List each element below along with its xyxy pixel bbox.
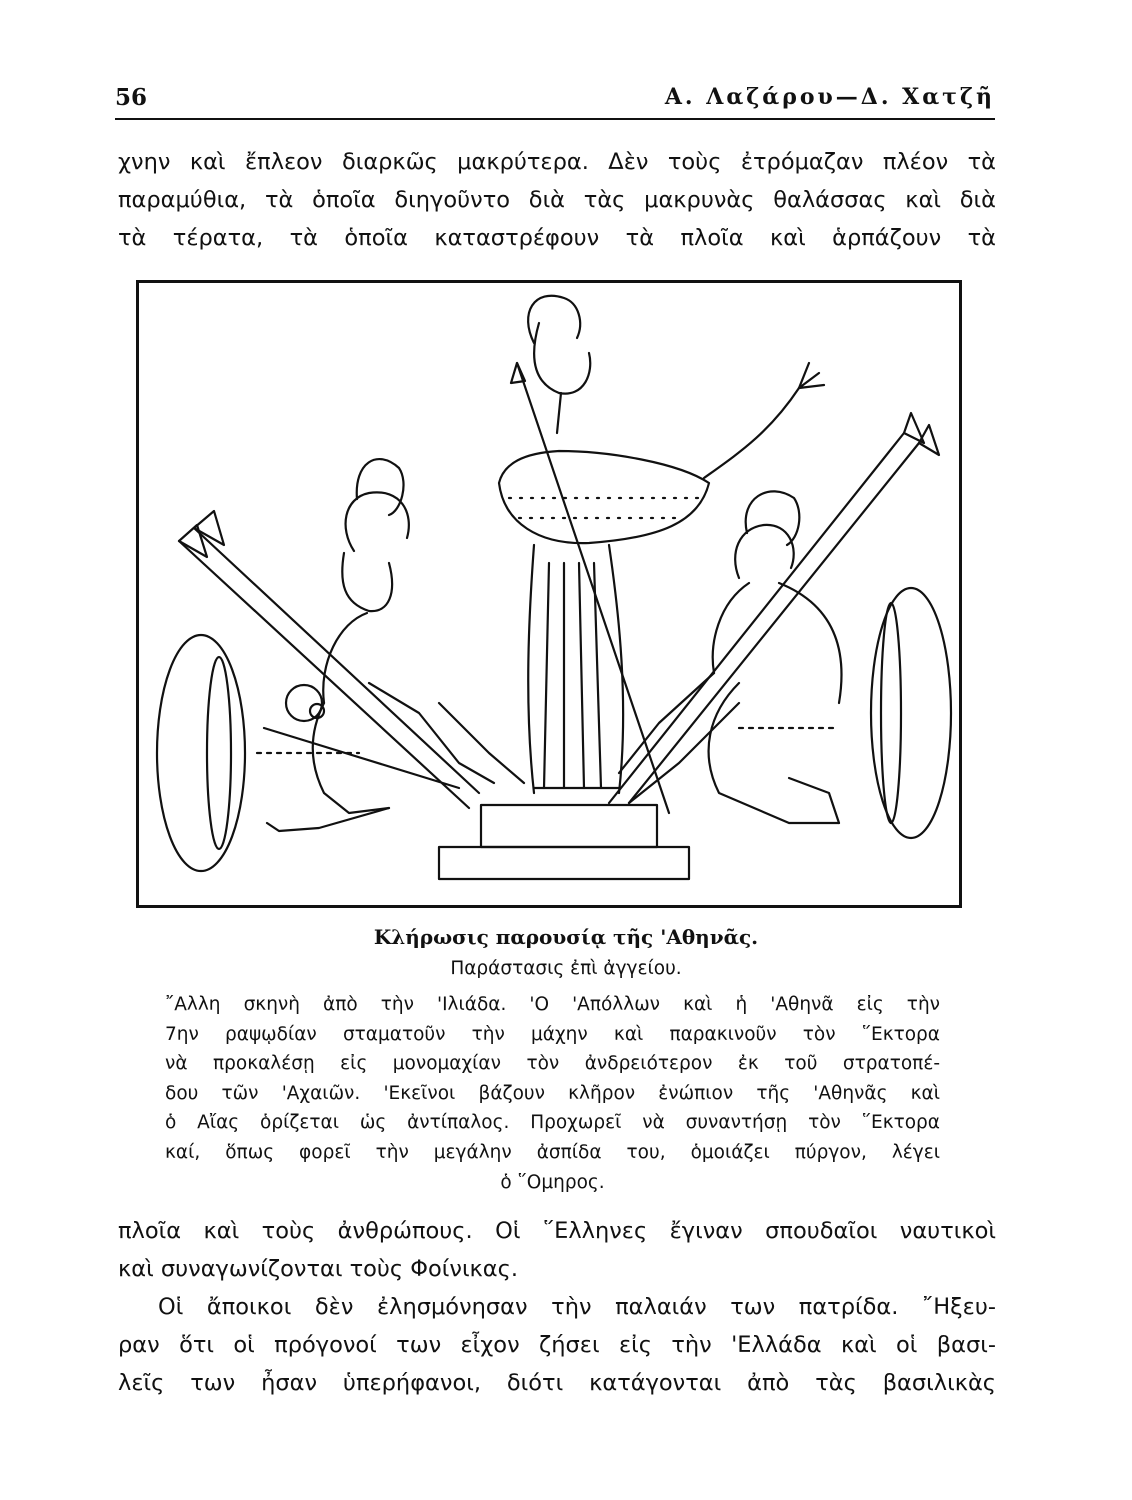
caption-line: καί, ὅπως φορεῖ τὴν μεγάλην ἀσπίδα του, ὁμοιάζει πύργον, λέγει [165, 1141, 940, 1163]
caption-line: δου τῶν 'Αχαιῶν. 'Εκεῖνοι βάζουν κλῆρον ἐνώπιον τῆς 'Αθηνᾶς καὶ [165, 1082, 940, 1104]
body-text-bottom [118, 1212, 996, 1402]
figure-caption-title: Κλήρωσις παρουσίᾳ τῆς 'Αθηνᾶς. [373, 925, 759, 949]
left-warrior [257, 459, 524, 831]
altar-top [481, 805, 657, 847]
athena-spear [517, 363, 669, 813]
caption-line: ῎Αλλη σκηνὴ ἀπὸ τὴν 'Ιλιάδα. 'Ο 'Απόλλων καὶ ἡ 'Αθηνᾶ εἰς τὴν [165, 994, 940, 1015]
right-spear-1 [609, 433, 904, 803]
text-line: τὰ τέρατα, τὰ ὁποῖα καταστρέφουν τὰ πλοῖα καὶ ἁρπάζουν τὰ [118, 225, 996, 251]
caption-line: 7ην ραψῳδίαν σταματοῦν τὴν μάχην καὶ παρακινοῦν τὸν ῞Εκτορα [165, 1023, 940, 1045]
figure-caption-subtitle: Παράστασις ἐπὶ ἀγγείου. [450, 958, 682, 979]
running-head: Α. Λαζάρου—Δ. Χατζῆ [664, 84, 995, 110]
left-spear-2 [179, 541, 469, 808]
left-shield-rim [207, 657, 231, 849]
page-number: 56 [115, 84, 148, 111]
text-line: ραν ὅτι οἱ πρόγονοί των εἶχον ζήσει εἰς τὴν 'Ελλάδα καὶ οἱ βασι- [118, 1332, 996, 1358]
body-text-top [118, 143, 996, 257]
text-line: πλοῖα καὶ τοὺς ἀνθρώπους. Οἱ ῞Ελληνες ἔγιναν σπουδαῖοι ναυτικοὶ [118, 1218, 996, 1244]
text-line: Οἱ ἄποικοι δὲν ἐλησμόνησαν τὴν παλαιάν των πατρίδα. ῎Ηξευ- [158, 1294, 996, 1320]
vase-painting-illustration [136, 280, 962, 908]
right-shield-rim [881, 603, 901, 823]
text-line: καὶ συναγωνίζονται τοὺς Φοίνικας. [118, 1256, 519, 1282]
text-line: χνην καὶ ἔπλεον διαρκῶς μακρύτερα. Δὲν τοὺς ἐτρόμαζαν πλέον τὰ [118, 149, 996, 175]
right-shield [871, 588, 951, 838]
caption-line: νὰ προκαλέσῃ εἰς μονομαχίαν τὸν ἀνδρειότερον ἐκ τοῦ στρατοπέ- [165, 1053, 940, 1075]
text-line: λεῖς των ἦσαν ὑπερήφανοι, διότι κατάγονται ἀπὸ τὰς βασιλικὰς [118, 1370, 996, 1396]
page-header [115, 82, 995, 120]
altar-base [439, 847, 689, 879]
right-spear-2 [629, 443, 919, 803]
spear-tip [179, 525, 207, 557]
caption-line: ὁ Αἴας ὁρίζεται ὡς ἀντίπαλος. Προχωρεῖ νὰ συναντήσῃ τὸν ῞Εκτορα [165, 1112, 940, 1134]
athena-figure [499, 296, 824, 793]
caption-line: ὁ ῞Ομηρος. [500, 1171, 605, 1193]
vase-painting-drawing [139, 283, 959, 905]
text-line: παραμύθια, τὰ ὁποῖα διηγοῦντο διὰ τὰς μακρυνὰς θαλάσσας καὶ διὰ [118, 187, 996, 213]
figure-caption-description [165, 990, 940, 1197]
